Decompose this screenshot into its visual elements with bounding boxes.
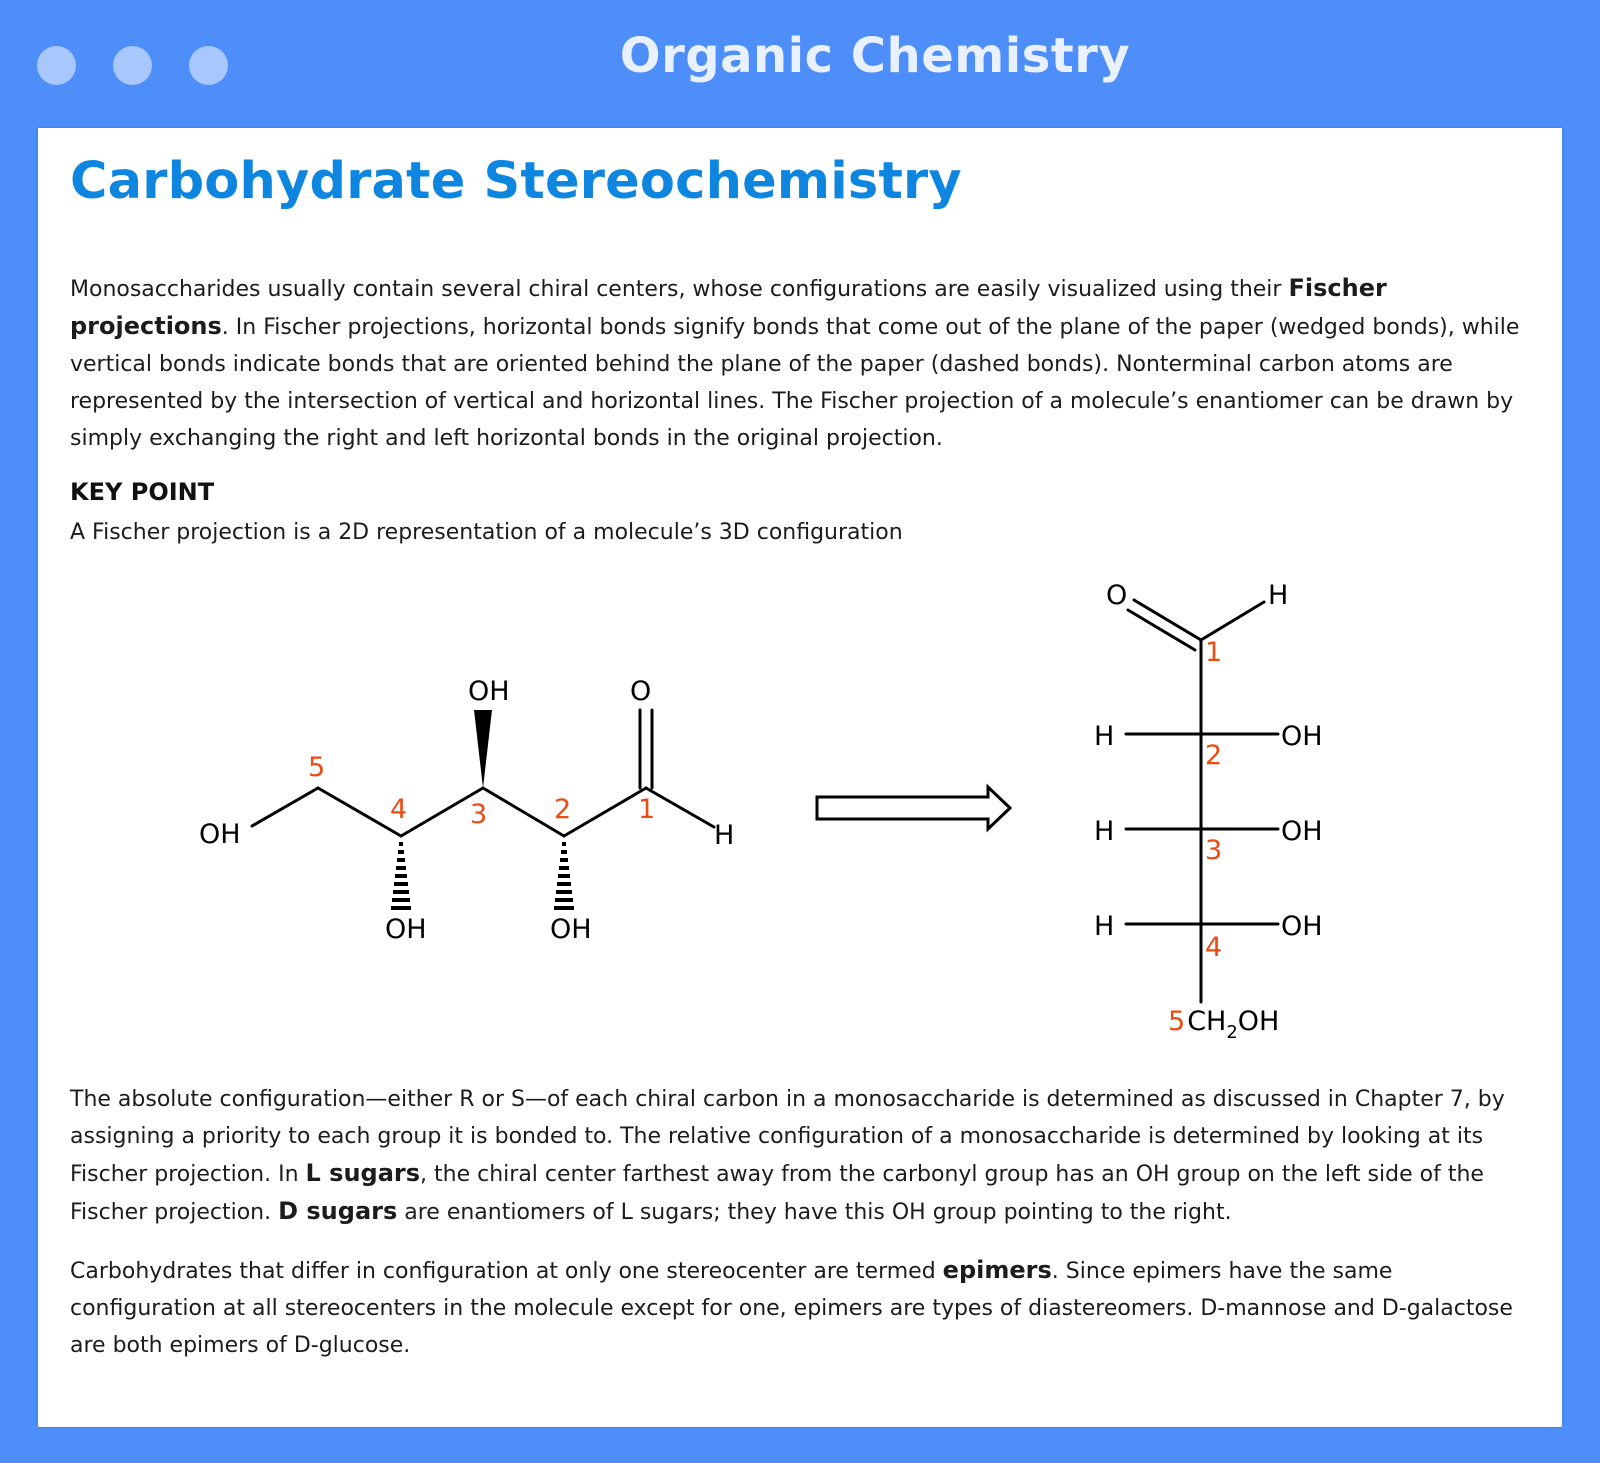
bond-oh-c5 (252, 788, 318, 826)
skeletal-number-4: 4 (390, 794, 408, 825)
term-d-sugars: D sugars (278, 1197, 398, 1225)
fischer-number-3: 3 (1205, 835, 1223, 866)
key-point-title: KEY POINT (70, 478, 215, 506)
config-text-e: are enantiomers of L sugars; they have this OH group pointing to the right. (397, 1200, 1232, 1225)
fischer-h-c3: H (1094, 816, 1115, 847)
fischer-h-c4: H (1094, 911, 1115, 942)
term-epimers: epimers (942, 1256, 1052, 1284)
fischer-oh-c3: OH (1281, 816, 1323, 847)
fischer-bottom-group (1168, 1006, 1279, 1043)
skeletal-o-top: O (630, 676, 652, 707)
skeletal-number-5: 5 (308, 752, 326, 783)
intro-text-c: . In Fischer projections, horizontal bonds signify bonds that come out of the plane of the paper (wedged bonds), while vertical bonds indicate bonds that are oriented behind the plane of the paper (dashed bonds). Nonterminal carbon atoms are represented by the intersection of vertical and horizontal lines. The Fischer projection of a molecule’s enantiomer can be drawn by simply exchanging the right and left horizontal bonds in the original projection. (70, 315, 1520, 451)
term-l-sugars: L sugars (305, 1159, 421, 1187)
epimers-paragraph (70, 1252, 1532, 1364)
fischer-bond-c1-h (1201, 602, 1264, 640)
skeletal-oh-c2: OH (550, 914, 592, 945)
fischer-oh-c4: OH (1281, 911, 1323, 942)
fischer-number-2: 2 (1205, 740, 1223, 771)
wedge-bond-c3 (474, 710, 492, 788)
bond-c5-c4 (318, 788, 401, 836)
skeletal-h-right: H (714, 820, 735, 851)
bond-c1-h (646, 788, 714, 827)
page-title: Carbohydrate Stereochemistry (70, 152, 962, 211)
skeletal-oh-left: OH (199, 819, 241, 850)
fischer-projection (1126, 600, 1278, 1002)
hash-bond-c4 (391, 844, 411, 908)
skeletal-number-3: 3 (470, 799, 488, 830)
fischer-o: O (1106, 580, 1128, 611)
skeletal-number-2: 2 (554, 794, 572, 825)
skeletal-oh-c4: OH (385, 914, 427, 945)
fischer-h-top: H (1268, 580, 1289, 611)
window-titlebar (0, 0, 1600, 126)
epimers-text-a: Carbohydrates that differ in configuration at only one stereocenter are termed (70, 1259, 943, 1284)
transform-arrow-icon (817, 787, 1010, 829)
fischer-number-4: 4 (1205, 932, 1223, 963)
skeletal-number-1: 1 (638, 794, 656, 825)
skeletal-oh-top: OH (468, 676, 510, 707)
epimers-text-c: . Since epimers have the same configuration at all stereocenters in the molecule except for one, epimers are types of diastereomers. D-mannose and D-galactose are both epimers of D-glucose. (70, 1259, 1513, 1358)
hash-bond-c2 (554, 844, 574, 908)
key-point-text: A Fischer projection is a 2D representation of a molecule’s 3D configuration (70, 520, 903, 545)
fischer-h-c2: H (1094, 721, 1115, 752)
content-panel (38, 128, 1562, 1427)
structure-figure (38, 128, 1562, 1068)
bond-c3-c2 (483, 788, 564, 836)
config-text-a: The absolute configuration—either R or S—of each chiral carbon in a monosaccharide is determined as discussed in Chapter 7, by assigning a priority to each group it is bonded to. The relative configuration of a monosaccharide is determined by looking at its Fischer projection. In (70, 1087, 1505, 1187)
bond-c2-c1 (564, 788, 646, 836)
fischer-oh-label: OH (1237, 1006, 1280, 1037)
term-fischer-projections: Fischer projections (70, 274, 1387, 340)
fischer-number-5: 5 (1168, 1006, 1186, 1037)
fischer-number-1: 1 (1205, 637, 1223, 668)
config-text-c: , the chiral center farthest away from the carbonyl group has an OH group on the left side of the Fischer projection. (70, 1162, 1484, 1225)
configuration-paragraph (70, 1081, 1532, 1231)
fischer-subscript-2: 2 (1226, 1022, 1238, 1043)
window-title: Organic Chemistry (619, 28, 1131, 84)
fischer-ch-label: CH (1187, 1006, 1227, 1037)
intro-text-a: Monosaccharides usually contain several chiral centers, whose configurations are easily visualized using their (70, 277, 1289, 302)
fischer-oh-c2: OH (1281, 721, 1323, 752)
